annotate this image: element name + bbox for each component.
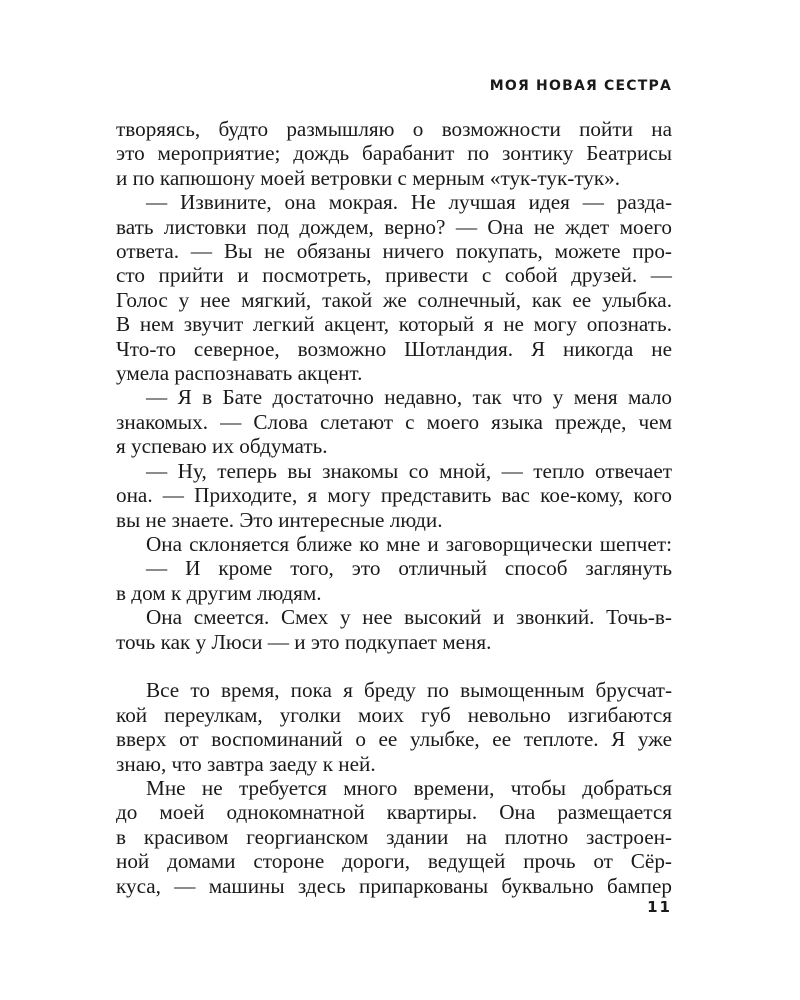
- text-line: — Я в Бате достаточно недавно, так что у меня мало: [146, 385, 672, 410]
- text-line: она. — Приходите, я могу представить вас кое-кому, кого: [116, 483, 672, 508]
- text-line: Что-то северное, возможно Шотландия. Я никогда не: [116, 336, 672, 361]
- text-line: и по капюшону моей ветровки с мерным «тук-тук-тук».: [116, 165, 621, 190]
- text-line: Она склоняется ближе ко мне и заговорщически шепчет:: [146, 531, 672, 556]
- text-line: это мероприятие; дождь барабанит по зонтику Беатрисы: [116, 141, 672, 166]
- text-line: вы не знаете. Это интересные люди.: [116, 507, 443, 532]
- running-head: МОЯ НОВАЯ СЕСТРА: [489, 78, 672, 94]
- text-line: вверх от воспоминаний о ее улыбке, ее теплоте. Я уже: [116, 727, 672, 752]
- book-page: [116, 0, 672, 1000]
- page-number: 11: [647, 898, 672, 916]
- text-line: вать листовки под дождем, верно? — Она не ждет моего: [116, 214, 672, 239]
- blank-line: [116, 654, 672, 678]
- text-line: сто прийти и посмотреть, привести с собой друзей. —: [116, 263, 672, 288]
- text-line: знаю, что завтра заеду к ней.: [116, 751, 376, 776]
- text-line: в дом к другим людям.: [116, 580, 322, 605]
- text-line: куса, — машины здесь припаркованы буквально бампер: [116, 873, 672, 898]
- text-line: кой переулкам, уголки моих губ невольно изгибаются: [116, 702, 672, 727]
- text-line: точь как у Люси — и это подкупает меня.: [116, 629, 492, 654]
- text-line: Все то время, пока я бреду по вымощенным брусчат-: [146, 678, 672, 703]
- text-line: — Ну, теперь вы знакомы со мной, — тепло отвечает: [146, 458, 672, 483]
- text-line: знакомых. — Слова слетают с моего языка прежде, чем: [116, 409, 672, 434]
- text-line: ответа. — Вы не обязаны ничего покупать, можете про-: [116, 239, 672, 264]
- text-line: до моей однокомнатной квартиры. Она размещается: [116, 800, 672, 825]
- text-line: В нем звучит легкий акцент, который я не могу опознать.: [116, 312, 672, 337]
- text-line: Мне не требуется много времени, чтобы добраться: [146, 775, 672, 800]
- text-line: — Извините, она мокрая. Не лучшая идея — разда-: [146, 190, 672, 215]
- text-line: Она смеется. Смех у нее высокий и звонкий. Точь-в-: [146, 605, 672, 630]
- text-line: в красивом георгианском здании на плотно застроен-: [116, 824, 672, 849]
- body-text: [116, 117, 672, 898]
- text-line: — И кроме того, это отличный способ заглянуть: [146, 556, 672, 581]
- text-line: ной домами стороне дороги, ведущей прочь от Сёр-: [116, 849, 672, 874]
- text-line: я успеваю их обдумать.: [116, 434, 328, 459]
- text-line: умела распознавать акцент.: [116, 361, 363, 386]
- text-line: творяясь, будто размышляю о возможности пойти на: [116, 117, 672, 141]
- text-line: Голос у нее мягкий, такой же солнечный, как ее улыбка.: [116, 287, 672, 312]
